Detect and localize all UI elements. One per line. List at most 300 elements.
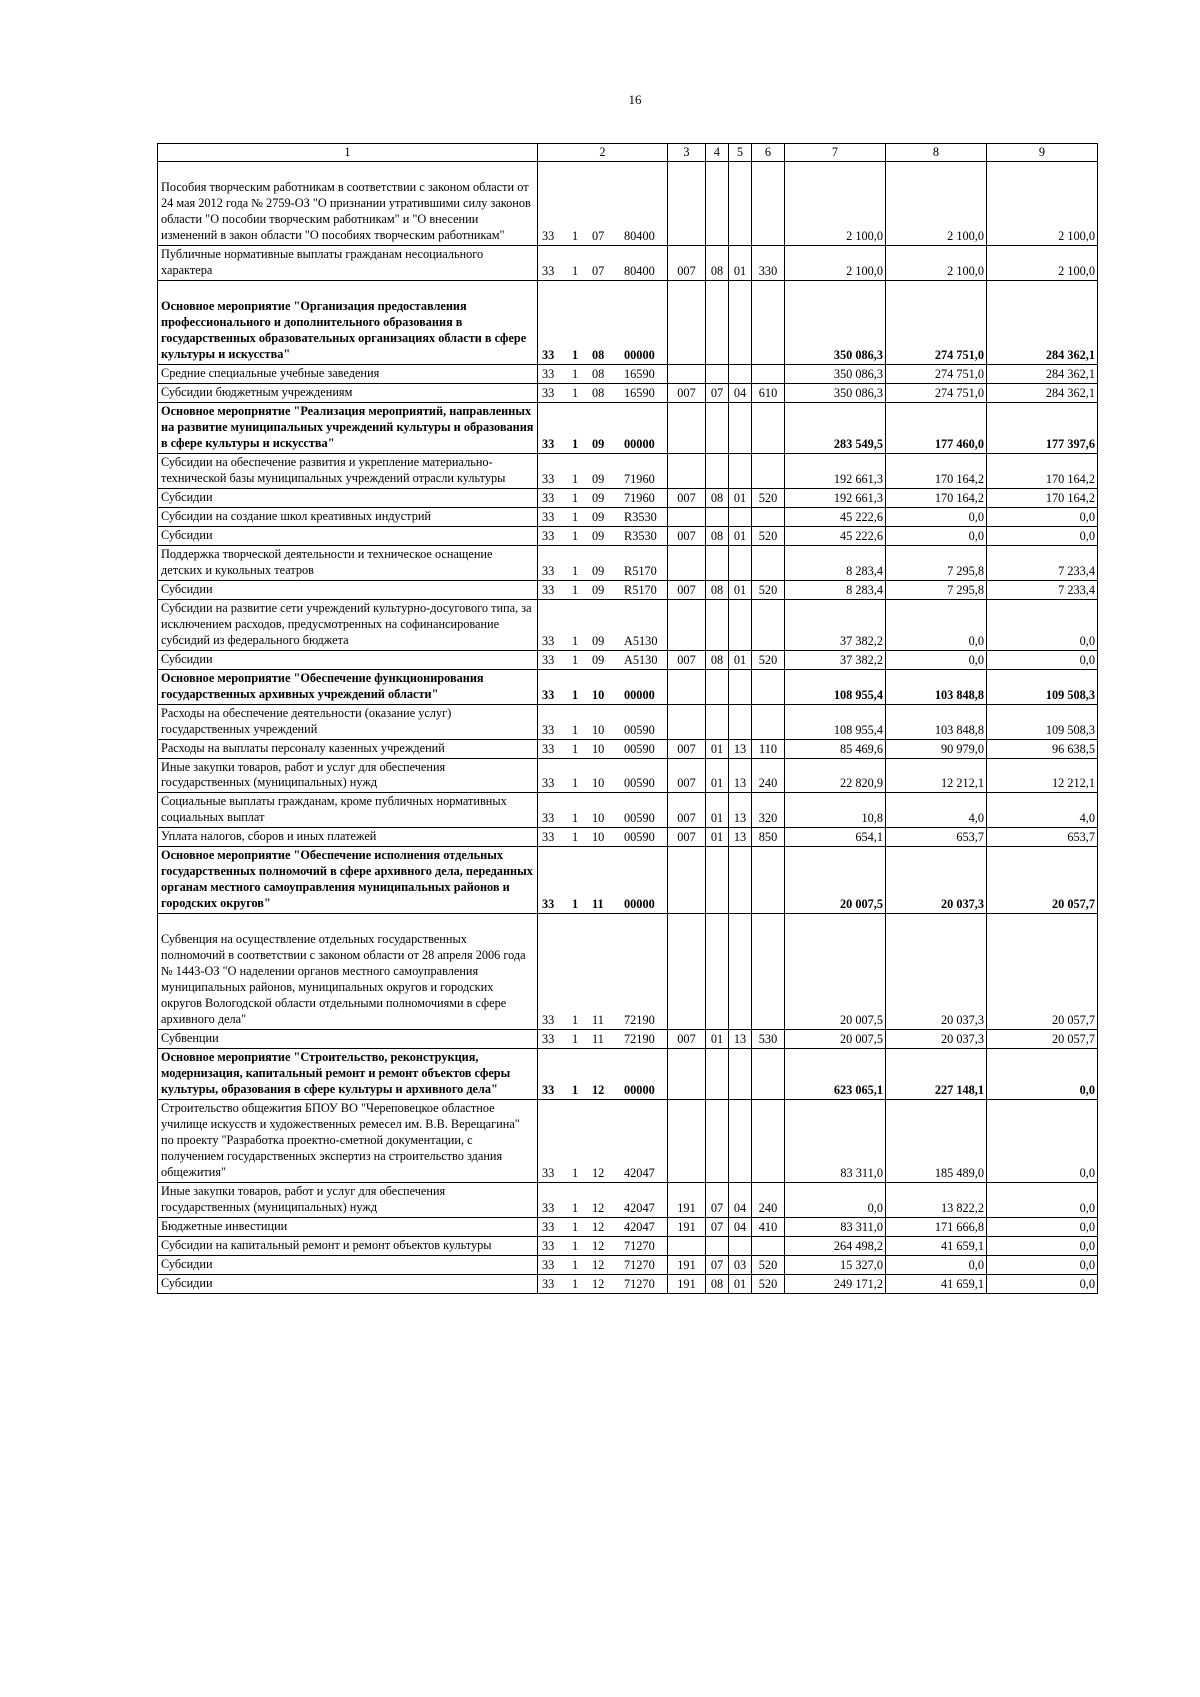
header-cell: 8 [886,144,987,162]
code-event: 10 [592,741,605,756]
amount-col8: 2 100,0 [886,162,987,246]
amount-col8: 12 212,1 [886,758,987,793]
ministry-code [668,364,706,383]
code-event: 07 [592,263,605,278]
amount-col9: 109 508,3 [987,704,1098,739]
code-event: 09 [592,582,605,597]
code-subprogram: 1 [572,1258,579,1273]
header-cell: 1 [158,144,538,162]
table-row [158,650,1098,669]
amount-col7: 8 283,4 [785,580,886,599]
amount-col8: 20 037,3 [886,914,987,1030]
section-code [706,402,729,453]
row-name: Расходы на выплаты персоналу казенных учреждений [158,739,538,758]
row-name: Уплата налогов, сборов и иных платежей [158,828,538,847]
amount-col9: 0,0 [987,1275,1098,1294]
ministry-code [668,545,706,580]
code-direction: 00000 [624,1083,655,1098]
section-code: 08 [706,488,729,507]
subsection-code [729,847,752,914]
row-code [538,739,668,758]
code-program: 33 [542,263,555,278]
expense-type-code [752,453,785,488]
code-direction: 16590 [624,366,655,381]
table-row [158,1237,1098,1256]
table-row [158,280,1098,364]
amount-col7: 249 171,2 [785,1275,886,1294]
table-row [158,162,1098,246]
code-direction: R3530 [624,509,657,524]
table-row [158,1275,1098,1294]
expense-type-code [752,364,785,383]
table-row [158,847,1098,914]
amount-col7: 45 222,6 [785,507,886,526]
row-name: Основное мероприятие "Реализация мероприятий, направленных на развитие муниципальных учреждений культуры и образования в сфере культуры и искусства" [158,402,538,453]
code-direction: 00590 [624,811,655,826]
row-code [538,402,668,453]
code-subprogram: 1 [572,509,579,524]
expense-type-code: 520 [752,1275,785,1294]
row-name: Социальные выплаты гражданам, кроме публичных нормативных социальных выплат [158,793,538,828]
header-row [158,144,1098,162]
code-direction: R3530 [624,528,657,543]
amount-col9: 0,0 [987,1256,1098,1275]
code-event: 12 [592,1220,605,1235]
code-direction: 72190 [624,1013,655,1028]
subsection-code: 04 [729,1218,752,1237]
section-code [706,704,729,739]
row-name: Основное мероприятие "Обеспечение исполнения отдельных государственных полномочий в сфере архивного дела, переданных органам местного самоуправления муниципальных районов и городских округов" [158,847,538,914]
row-name: Субсидии [158,488,538,507]
code-event: 10 [592,830,605,845]
row-name: Субсидии на капитальный ремонт и ремонт объектов культуры [158,1237,538,1256]
code-subprogram: 1 [572,385,579,400]
expense-type-code [752,507,785,526]
code-event: 12 [592,1083,605,1098]
expense-type-code [752,1237,785,1256]
expense-type-code: 410 [752,1218,785,1237]
table-row [158,507,1098,526]
row-code [538,453,668,488]
amount-col9: 7 233,4 [987,545,1098,580]
header-cell: 9 [987,144,1098,162]
ministry-code: 007 [668,650,706,669]
amount-col9: 0,0 [987,507,1098,526]
amount-col9: 0,0 [987,1218,1098,1237]
amount-col8: 0,0 [886,650,987,669]
code-subprogram: 1 [572,263,579,278]
amount-col7: 0,0 [785,1183,886,1218]
code-direction: 71960 [624,471,655,486]
code-subprogram: 1 [572,741,579,756]
code-event: 08 [592,366,605,381]
code-program: 33 [542,1277,555,1292]
amount-col9: 2 100,0 [987,162,1098,246]
section-code [706,545,729,580]
amount-col7: 264 498,2 [785,1237,886,1256]
amount-col8: 170 164,2 [886,488,987,507]
row-code [538,1256,668,1275]
amount-col7: 22 820,9 [785,758,886,793]
code-event: 09 [592,490,605,505]
ministry-code: 007 [668,488,706,507]
subsection-code [729,704,752,739]
subsection-code: 01 [729,1275,752,1294]
code-direction: R5170 [624,563,657,578]
code-event: 12 [592,1277,605,1292]
subsection-code: 13 [729,1030,752,1049]
row-code [538,914,668,1030]
section-code [706,847,729,914]
code-program: 33 [542,633,555,648]
row-code [538,245,668,280]
amount-col7: 350 086,3 [785,383,886,402]
code-program: 33 [542,528,555,543]
amount-col9: 109 508,3 [987,669,1098,704]
code-direction: 00590 [624,722,655,737]
code-subprogram: 1 [572,563,579,578]
subsection-code [729,453,752,488]
amount-col8: 103 848,8 [886,704,987,739]
table-row [158,488,1098,507]
code-program: 33 [542,1083,555,1098]
table-row [158,402,1098,453]
section-code [706,162,729,246]
amount-col8: 227 148,1 [886,1049,987,1100]
amount-col9: 0,0 [987,526,1098,545]
amount-col9: 20 057,7 [987,847,1098,914]
amount-col8: 185 489,0 [886,1100,987,1183]
ministry-code [668,1237,706,1256]
ministry-code: 007 [668,1030,706,1049]
section-code: 08 [706,650,729,669]
row-code [538,758,668,793]
code-program: 33 [542,897,555,912]
ministry-code: 007 [668,739,706,758]
amount-col8: 274 751,0 [886,383,987,402]
code-direction: 80400 [624,263,655,278]
amount-col8: 170 164,2 [886,453,987,488]
expense-type-code [752,402,785,453]
section-code: 08 [706,1275,729,1294]
table-row [158,758,1098,793]
row-code [538,1183,668,1218]
section-code: 07 [706,1218,729,1237]
row-name: Субсидии [158,1275,538,1294]
amount-col9: 0,0 [987,1100,1098,1183]
amount-col9: 96 638,5 [987,739,1098,758]
amount-col7: 350 086,3 [785,364,886,383]
code-program: 33 [542,228,555,243]
code-subprogram: 1 [572,490,579,505]
code-direction: 71270 [624,1277,655,1292]
code-event: 11 [592,1013,604,1028]
row-name: Бюджетные инвестиции [158,1218,538,1237]
code-direction: 00000 [624,347,655,362]
code-program: 33 [542,1258,555,1273]
ministry-code [668,507,706,526]
amount-col7: 45 222,6 [785,526,886,545]
code-direction: 71270 [624,1239,655,1254]
amount-col9: 0,0 [987,599,1098,650]
amount-col9: 4,0 [987,793,1098,828]
code-program: 33 [542,490,555,505]
code-direction: 00590 [624,776,655,791]
code-direction: 00000 [624,687,655,702]
expense-type-code: 110 [752,739,785,758]
ministry-code [668,1049,706,1100]
table-row [158,453,1098,488]
ministry-code [668,847,706,914]
table-row [158,245,1098,280]
code-program: 33 [542,830,555,845]
code-program: 33 [542,1220,555,1235]
code-event: 12 [592,1239,605,1254]
section-code [706,599,729,650]
expense-type-code [752,669,785,704]
code-direction: 00000 [624,436,655,451]
amount-col7: 283 549,5 [785,402,886,453]
table-row [158,1218,1098,1237]
ministry-code: 007 [668,793,706,828]
subsection-code: 13 [729,758,752,793]
section-code [706,507,729,526]
ministry-code: 007 [668,526,706,545]
amount-col7: 15 327,0 [785,1256,886,1275]
amount-col9: 170 164,2 [987,488,1098,507]
amount-col9: 284 362,1 [987,364,1098,383]
amount-col7: 37 382,2 [785,650,886,669]
row-name: Субсидии [158,1256,538,1275]
row-name: Иные закупки товаров, работ и услуг для обеспечения государственных (муниципальных) нужд [158,758,538,793]
row-code [538,650,668,669]
subsection-code: 03 [729,1256,752,1275]
amount-col7: 192 661,3 [785,453,886,488]
code-event: 12 [592,1201,605,1216]
row-code [538,162,668,246]
amount-col9: 0,0 [987,650,1098,669]
subsection-code [729,162,752,246]
row-name: Иные закупки товаров, работ и услуг для обеспечения государственных (муниципальных) нужд [158,1183,538,1218]
code-subprogram: 1 [572,652,579,667]
amount-col7: 2 100,0 [785,162,886,246]
amount-col8: 0,0 [886,1256,987,1275]
expense-type-code [752,599,785,650]
section-code: 08 [706,245,729,280]
ministry-code [668,669,706,704]
budget-table [157,143,1098,1294]
expense-type-code: 610 [752,383,785,402]
row-name: Расходы на обеспечение деятельности (оказание услуг) государственных учреждений [158,704,538,739]
subsection-code [729,402,752,453]
code-subprogram: 1 [572,471,579,486]
code-subprogram: 1 [572,687,579,702]
table-row [158,739,1098,758]
table-row [158,793,1098,828]
amount-col7: 20 007,5 [785,914,886,1030]
expense-type-code: 520 [752,650,785,669]
expense-type-code: 240 [752,1183,785,1218]
row-code [538,828,668,847]
code-subprogram: 1 [572,811,579,826]
amount-col9: 20 057,7 [987,1030,1098,1049]
section-code [706,1049,729,1100]
code-direction: 42047 [624,1166,655,1181]
amount-col8: 274 751,0 [886,364,987,383]
expense-type-code [752,914,785,1030]
code-program: 33 [542,1013,555,1028]
code-event: 12 [592,1166,605,1181]
amount-col9: 0,0 [987,1237,1098,1256]
row-name: Поддержка творческой деятельности и техническое оснащение детских и кукольных театров [158,545,538,580]
code-direction: 16590 [624,385,655,400]
amount-col9: 7 233,4 [987,580,1098,599]
code-direction: 71270 [624,1258,655,1273]
page-number: 16 [628,92,642,107]
code-subprogram: 1 [572,1239,579,1254]
amount-col8: 41 659,1 [886,1237,987,1256]
amount-col7: 192 661,3 [785,488,886,507]
amount-col8: 653,7 [886,828,987,847]
code-subprogram: 1 [572,1277,579,1292]
code-program: 33 [542,722,555,737]
ministry-code: 007 [668,828,706,847]
amount-col9: 170 164,2 [987,453,1098,488]
subsection-code [729,1237,752,1256]
code-subprogram: 1 [572,528,579,543]
expense-type-code [752,704,785,739]
code-event: 10 [592,687,605,702]
row-code [538,507,668,526]
code-program: 33 [542,652,555,667]
amount-col8: 4,0 [886,793,987,828]
expense-type-code: 330 [752,245,785,280]
amount-col8: 0,0 [886,507,987,526]
table-row [158,669,1098,704]
expense-type-code: 320 [752,793,785,828]
code-subprogram: 1 [572,1083,579,1098]
table-row [158,828,1098,847]
section-code: 01 [706,793,729,828]
code-event: 09 [592,509,605,524]
expense-type-code: 240 [752,758,785,793]
amount-col8: 0,0 [886,599,987,650]
code-event: 10 [592,776,605,791]
code-event: 09 [592,563,605,578]
code-program: 33 [542,347,555,362]
expense-type-code: 520 [752,488,785,507]
section-code [706,669,729,704]
table-row [158,704,1098,739]
subsection-code: 01 [729,526,752,545]
ministry-code [668,599,706,650]
code-subprogram: 1 [572,1201,579,1216]
table-row [158,580,1098,599]
header-cell: 6 [752,144,785,162]
table-row [158,526,1098,545]
ministry-code [668,280,706,364]
row-name: Средние специальные учебные заведения [158,364,538,383]
expense-type-code: 530 [752,1030,785,1049]
code-subprogram: 1 [572,436,579,451]
amount-col8: 41 659,1 [886,1275,987,1294]
row-code [538,847,668,914]
ministry-code: 191 [668,1218,706,1237]
code-program: 33 [542,385,555,400]
code-event: 09 [592,436,605,451]
row-code [538,1100,668,1183]
section-code: 01 [706,758,729,793]
code-event: 08 [592,385,605,400]
expense-type-code: 850 [752,828,785,847]
subsection-code [729,669,752,704]
code-subprogram: 1 [572,347,579,362]
amount-col7: 108 955,4 [785,704,886,739]
row-name: Субсидии на обеспечение развития и укрепление материально-технической базы муниципальных учреждений отрасли культуры [158,453,538,488]
code-subprogram: 1 [572,1032,579,1047]
code-program: 33 [542,563,555,578]
code-subprogram: 1 [572,722,579,737]
ministry-code: 191 [668,1183,706,1218]
row-code [538,1049,668,1100]
subsection-code: 13 [729,793,752,828]
subsection-code: 01 [729,488,752,507]
code-subprogram: 1 [572,582,579,597]
table-row [158,383,1098,402]
code-program: 33 [542,1032,555,1047]
ministry-code: 191 [668,1256,706,1275]
ministry-code [668,402,706,453]
row-code [538,1218,668,1237]
code-direction: 80400 [624,228,655,243]
subsection-code: 01 [729,580,752,599]
row-name: Публичные нормативные выплаты гражданам несоциального характера [158,245,538,280]
row-code [538,704,668,739]
code-event: 09 [592,528,605,543]
row-name: Субсидии бюджетным учреждениям [158,383,538,402]
code-subprogram: 1 [572,776,579,791]
subsection-code [729,364,752,383]
row-name: Субсидии [158,580,538,599]
ministry-code [668,162,706,246]
code-program: 33 [542,1239,555,1254]
expense-type-code [752,847,785,914]
code-event: 10 [592,811,605,826]
section-code: 01 [706,739,729,758]
row-code [538,488,668,507]
row-name: Пособия творческим работникам в соответствии с законом области от 24 мая 2012 года № 2759-ОЗ "О признании утратившими силу законов области "О пособии творческим работникам" и "О внесении изменений в закон области "О пособиях творческим работникам" [158,162,538,246]
amount-col7: 8 283,4 [785,545,886,580]
header-cell: 5 [729,144,752,162]
section-code [706,914,729,1030]
row-name: Строительство общежития БПОУ ВО "Череповецкое областное училище искусств и художественных ремесел им. В.В. Верещагина" по проекту "Разработка проектно-сметной документации, с получением государственных экспертиз на строительство здания общежития" [158,1100,538,1183]
amount-col9: 20 057,7 [987,914,1098,1030]
amount-col8: 0,0 [886,526,987,545]
row-code [538,383,668,402]
table-row [158,545,1098,580]
amount-col9: 2 100,0 [987,245,1098,280]
section-code: 08 [706,526,729,545]
code-direction: 00590 [624,741,655,756]
amount-col8: 20 037,3 [886,1030,987,1049]
amount-col7: 2 100,0 [785,245,886,280]
code-event: 09 [592,633,605,648]
code-direction: 42047 [624,1220,655,1235]
amount-col8: 177 460,0 [886,402,987,453]
amount-col7: 20 007,5 [785,1030,886,1049]
row-code [538,669,668,704]
code-direction: 72190 [624,1032,655,1047]
